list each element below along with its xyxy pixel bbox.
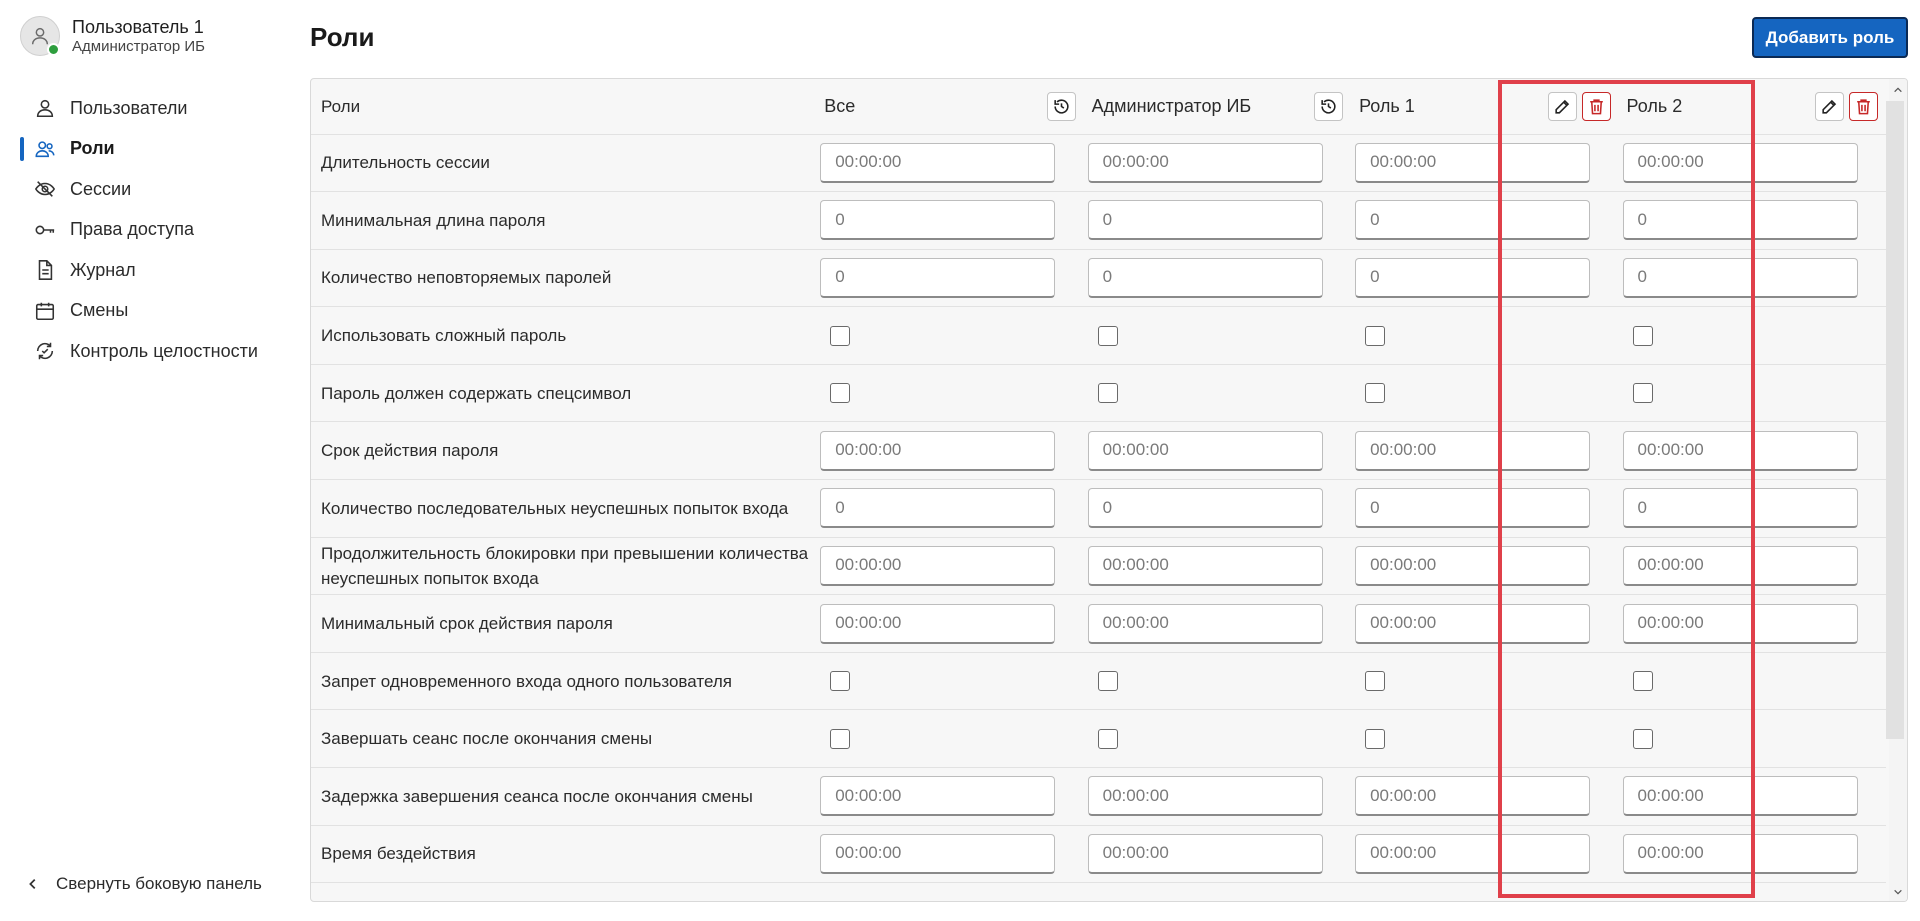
avatar [20,16,60,56]
scroll-up-arrow-icon[interactable] [1891,83,1905,97]
setting-cell [816,480,1083,538]
setting-cell [1619,249,1887,307]
reset-icon [1319,97,1338,116]
roles-table-panel [310,78,1908,902]
table-row [311,307,1886,365]
time-input[interactable] [1088,604,1323,644]
time-input[interactable] [1088,143,1323,183]
table-row [311,364,1886,422]
time-input[interactable] [1355,431,1590,471]
setting-cell [1351,710,1618,768]
roles-table [311,79,1886,883]
setting-checkbox[interactable] [1633,729,1653,749]
setting-checkbox[interactable] [1098,729,1118,749]
time-input[interactable] [1355,546,1590,586]
sidebar-nav [0,88,296,372]
vertical-scrollbar[interactable] [1889,79,1907,901]
number-input[interactable] [1623,258,1858,298]
column-header-label: Все [824,95,856,116]
setting-checkbox[interactable] [830,326,850,346]
time-input[interactable] [1355,834,1590,874]
time-input[interactable] [1355,604,1590,644]
scroll-down-arrow-icon[interactable] [1891,885,1905,899]
table-header-roles: Роли [311,79,816,134]
number-input[interactable] [1088,488,1323,528]
reset-icon [1052,97,1071,116]
time-input[interactable] [820,604,1055,644]
setting-label: Время бездействия [311,825,816,883]
setting-cell [1351,249,1618,307]
setting-checkbox[interactable] [1098,326,1118,346]
time-input[interactable] [820,431,1055,471]
setting-cell [1351,768,1618,826]
column-header-1 [1084,79,1351,134]
collapse-sidebar-label: Свернуть боковую панель [56,874,262,893]
time-input[interactable] [1355,776,1590,816]
edit-role-button[interactable] [1548,92,1577,121]
add-role-button[interactable]: Добавить роль [1752,17,1908,58]
setting-cell [1619,710,1887,768]
setting-checkbox[interactable] [1365,326,1385,346]
time-input[interactable] [1088,546,1323,586]
table-row [311,422,1886,480]
sidebar-item-label: Журнал [70,259,136,280]
setting-cell [1084,825,1351,883]
sidebar-item-label: Пользователи [70,97,188,118]
chevron-left-icon [24,875,42,893]
setting-cell [1351,652,1618,710]
reset-role-button[interactable] [1047,92,1076,121]
sidebar-item-label: Сессии [70,178,132,199]
table-row [311,768,1886,826]
setting-cell [1619,825,1887,883]
number-input[interactable] [1355,258,1590,298]
setting-checkbox[interactable] [1633,383,1653,403]
setting-label: Длительность сессии [311,134,816,192]
edit-icon [1553,97,1572,116]
table-row [311,134,1886,192]
setting-label: Пароль должен содержать спецсимвол [311,364,816,422]
setting-cell [1084,537,1351,595]
column-header-label: Администратор ИБ [1091,95,1252,116]
collapse-sidebar-button[interactable] [24,874,262,894]
key-icon [34,219,56,241]
setting-cell [816,422,1083,480]
delete-icon [1854,97,1873,116]
setting-cell [1619,364,1887,422]
time-input[interactable] [1623,431,1858,471]
table-row [311,710,1886,768]
setting-label: Запрет одновременного входа одного пользователя [311,652,816,710]
setting-checkbox[interactable] [830,671,850,691]
sidebar-item-0[interactable] [0,88,296,129]
setting-cell [1619,768,1887,826]
number-input[interactable] [1623,200,1858,240]
eye-slash-icon [34,178,56,200]
column-header-3 [1619,79,1887,134]
setting-cell [816,537,1083,595]
setting-checkbox[interactable] [1633,326,1653,346]
user-icon [34,97,56,119]
time-input[interactable] [1088,776,1323,816]
setting-cell [1351,422,1618,480]
page-title: Роли [310,22,375,52]
setting-checkbox[interactable] [830,383,850,403]
setting-cell [1351,825,1618,883]
column-header-0 [816,79,1083,134]
sidebar-item-3[interactable] [0,210,296,251]
delete-icon [1587,97,1606,116]
time-input[interactable] [1623,834,1858,874]
table-row [311,192,1886,250]
setting-cell [1619,537,1887,595]
column-header-label: Роль 1 [1359,95,1415,116]
setting-cell [1084,307,1351,365]
setting-cell [1084,595,1351,653]
table-row [311,825,1886,883]
table-row [311,537,1886,595]
setting-label: Минимальный срок действия пароля [311,595,816,653]
setting-cell [816,307,1083,365]
column-header-label: Роль 2 [1626,95,1683,116]
setting-cell [1351,537,1618,595]
setting-cell [1619,307,1887,365]
setting-label: Завершать сеанс после окончания смены [311,710,816,768]
users-icon [34,138,56,160]
setting-cell [1619,595,1887,653]
setting-checkbox[interactable] [1365,729,1385,749]
time-input[interactable] [820,776,1055,816]
sidebar-item-label: Смены [70,300,129,321]
number-input[interactable] [820,200,1055,240]
number-input[interactable] [1088,258,1323,298]
setting-checkbox[interactable] [1365,671,1385,691]
sidebar [0,0,296,921]
setting-cell [1084,134,1351,192]
setting-cell [1619,422,1887,480]
table-header-row [311,79,1886,134]
time-input[interactable] [1623,546,1858,586]
time-input[interactable] [820,143,1055,183]
setting-cell [1084,364,1351,422]
setting-cell [816,134,1083,192]
sidebar-item-label: Роли [70,138,115,159]
reset-role-button[interactable] [1314,92,1343,121]
scrollbar-thumb[interactable] [1886,101,1904,739]
sidebar-item-5[interactable] [0,291,296,332]
online-status-indicator [47,43,60,56]
sidebar-item-6[interactable] [0,331,296,372]
setting-cell [1351,307,1618,365]
user-name: Пользователь 1 [72,17,204,37]
document-icon [34,259,56,281]
sidebar-item-label: Права доступа [70,219,195,240]
setting-label: Использовать сложный пароль [311,307,816,365]
time-input[interactable] [1623,776,1858,816]
setting-label: Продолжительность блокировки при превышении количества неуспешных попыток входа [311,537,816,595]
delete-role-button[interactable] [1582,92,1611,121]
time-input[interactable] [820,834,1055,874]
setting-checkbox[interactable] [1365,383,1385,403]
user-profile[interactable] [20,16,205,56]
sidebar-item-2[interactable] [0,169,296,210]
setting-cell [1351,480,1618,538]
setting-checkbox[interactable] [1633,671,1653,691]
table-row [311,249,1886,307]
time-input[interactable] [1088,834,1323,874]
time-input[interactable] [1623,143,1858,183]
setting-cell [1084,710,1351,768]
setting-checkbox[interactable] [1098,671,1118,691]
sidebar-item-label: Контроль целостности [70,340,258,361]
sidebar-item-1[interactable] [0,129,296,170]
setting-label: Задержка завершения сеанса после окончания смены [311,768,816,826]
setting-cell [816,825,1083,883]
number-input[interactable] [1623,488,1858,528]
edit-icon [1820,97,1839,116]
setting-label: Срок действия пароля [311,422,816,480]
setting-cell [1084,768,1351,826]
integrity-icon [34,340,56,362]
table-row [311,595,1886,653]
setting-cell [1351,364,1618,422]
number-input[interactable] [1355,488,1590,528]
user-role: Администратор ИБ [72,38,206,55]
setting-cell [1619,652,1887,710]
setting-checkbox[interactable] [1098,383,1118,403]
setting-cell [1351,134,1618,192]
setting-cell [816,652,1083,710]
edit-role-button[interactable] [1815,92,1844,121]
calendar-icon [34,300,56,322]
setting-cell [1619,192,1887,250]
setting-cell [816,710,1083,768]
setting-cell [1084,480,1351,538]
setting-checkbox[interactable] [830,729,850,749]
time-input[interactable] [820,546,1055,586]
setting-cell [1619,134,1887,192]
table-row [311,652,1886,710]
setting-cell [816,192,1083,250]
user-avatar-icon [29,25,51,47]
setting-cell [816,249,1083,307]
setting-label: Количество последовательных неуспешных попыток входа [311,480,816,538]
setting-label: Количество неповторяемых паролей [311,249,816,307]
sidebar-item-4[interactable] [0,250,296,291]
time-input[interactable] [1355,143,1590,183]
setting-cell [1351,192,1618,250]
number-input[interactable] [1355,200,1590,240]
delete-role-button[interactable] [1849,92,1878,121]
time-input[interactable] [1088,431,1323,471]
setting-cell [816,364,1083,422]
number-input[interactable] [820,488,1055,528]
time-input[interactable] [1623,604,1858,644]
setting-cell [1084,652,1351,710]
setting-cell [816,595,1083,653]
setting-label: Минимальная длина пароля [311,192,816,250]
setting-cell [1084,422,1351,480]
number-input[interactable] [820,258,1055,298]
setting-cell [1351,595,1618,653]
setting-cell [816,768,1083,826]
table-row [311,480,1886,538]
setting-cell [1084,192,1351,250]
number-input[interactable] [1088,200,1323,240]
setting-cell [1084,249,1351,307]
column-header-2 [1351,79,1618,134]
setting-cell [1619,480,1887,538]
